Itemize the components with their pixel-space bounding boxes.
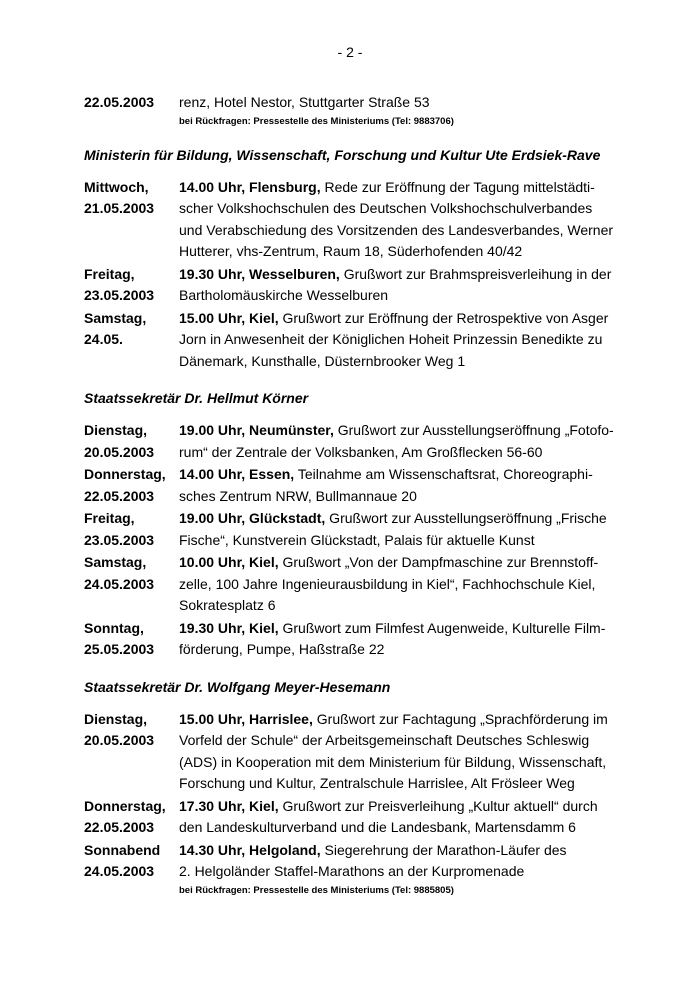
entry-text-line: Grußwort zum Filmfest Augenweide, Kulturelle Film- [278, 619, 606, 636]
entry-date: 24.05.2003 [84, 575, 155, 592]
entry-text-line: scher Volkshochschulen des Deutschen Volkshochschulverbandes [179, 200, 593, 216]
entry-text-line: Hutterer, vhs-Zentrum, Raum 18, Süderhofenden 40/42 [179, 243, 523, 259]
entry-time-place: 10.00 Uhr, Kiel, [179, 554, 279, 570]
entry-time-place: 19.00 Uhr, Neumünster, [179, 422, 334, 438]
schedule-entry [84, 420, 644, 463]
entry-text-line: zelle, 100 Jahre Ingenieurausbildung in Kiel“, Fachhochschule Kiel, [179, 575, 596, 592]
entry-text-line: förderung, Pumpe, Haßstraße 22 [179, 641, 385, 657]
entry-date-column [84, 308, 179, 373]
schedule-entry [84, 796, 644, 839]
entry-text-line: Jorn in Anwesenheit der Königlichen Hoheit Prinzessin Benedikte zu [179, 331, 603, 347]
entry-description [179, 552, 644, 617]
entry-time-place: 15.00 Uhr, Harrislee, [179, 710, 313, 727]
entry-date-column [84, 420, 179, 463]
schedule-entry [84, 552, 644, 617]
entry-time-place: 19.00 Uhr, Glückstadt, [179, 510, 326, 526]
entry-description [179, 420, 644, 463]
entry-description [179, 508, 644, 551]
entry-text-line: sches Zentrum NRW, Bullmannaue 20 [179, 487, 417, 504]
entry-text-line: Grußwort zur Eröffnung der Retrospektive von Asger [278, 309, 609, 326]
entry-date: 22.05.2003 [84, 487, 155, 504]
entry-description [179, 308, 644, 373]
entry-date-column [84, 508, 179, 551]
entry-text-line: Fische“, Kunstverein Glückstadt, Palais für aktuelle Kunst [179, 531, 535, 548]
schedule-entry [84, 464, 644, 507]
entry-day: Sonntag, [84, 619, 144, 636]
entry-date: 21.05.2003 [84, 200, 155, 216]
entry-text-line: Dänemark, Kunsthalle, Düsternbrooker Weg 1 [179, 352, 466, 369]
entry-description [179, 264, 644, 307]
entry-day: Mittwoch, [84, 178, 149, 195]
entry-date-column [84, 464, 179, 507]
entry-text-line: Sokratesplatz 6 [179, 597, 276, 613]
entry-text-line: Grußwort zur Brahmspreisverleihung in der [339, 265, 612, 282]
entry-date: 24.05.2003 [84, 863, 155, 879]
entry-date: 23.05.2003 [84, 531, 155, 548]
entry-day: Freitag, [84, 265, 135, 282]
entry-day: Donnerstag, [84, 466, 166, 482]
section-heading: Staatssekretär Dr. Wolfgang Meyer-Hesemann [84, 678, 391, 695]
entry-day: Samstag, [84, 554, 147, 570]
entry-text-line: 2. Helgoländer Staffel-Marathons an der Kurpromenade [179, 863, 525, 879]
entry-text-line: Rede zur Eröffnung der Tagung mittelstädti- [320, 178, 595, 195]
entry-text: renz, Hotel Nestor, Stuttgarter Straße 53 [179, 94, 430, 110]
entry-description [179, 796, 644, 839]
entry-description [179, 177, 644, 263]
entry-date-column [84, 709, 179, 795]
entry-text-line: und Verabschiedung des Vorsitzenden des Landesverbandes, Werner [179, 221, 614, 238]
entry-text-line: Grußwort zur Fachtagung „Sprachförderung im [312, 710, 608, 727]
entry-date-column [84, 618, 179, 661]
entry-text-line: Vorfeld der Schule“ der Arbeitsgemeinschaft Deutsches Schleswig [179, 732, 590, 748]
entry-date: 22.05.2003 [84, 819, 155, 835]
entry-day: Freitag, [84, 510, 135, 526]
entry-date: 25.05.2003 [84, 641, 155, 657]
entry-text-line: Grußwort „Von der Dampfmaschine zur Brennstoff- [278, 554, 599, 570]
entry-text-line: Siegerehrung der Marathon-Läufer des [320, 841, 567, 858]
entry-date: 20.05.2003 [84, 443, 155, 460]
entry-date-column [84, 796, 179, 839]
schedule-document [84, 92, 644, 898]
entry-description [179, 709, 644, 795]
entry-text-line: Bartholomäuskirche Wesselburen [179, 287, 389, 303]
entry-text-line: Grußwort zur Preisverleihung „Kultur aktuell“ durch [278, 797, 598, 814]
entry-text-line: Grußwort zur Ausstellungseröffnung „Frische [325, 510, 607, 526]
entry-text-line: Teilnahme am Wissenschaftsrat, Choreographi- [294, 466, 593, 482]
entry-text-line: rum“ der Zentrale der Volksbanken, Am Großflecken 56-60 [179, 443, 543, 460]
entry-time-place: 19.30 Uhr, Kiel, [179, 619, 279, 636]
entry-date-column [84, 264, 179, 307]
entry-time-place: 14.00 Uhr, Essen, [179, 466, 295, 482]
entry-date: 20.05.2003 [84, 732, 155, 748]
press-contact-note: bei Rückfragen: Pressestelle des Ministeriums (Tel: 9883706) [179, 115, 454, 127]
press-contact-note: bei Rückfragen: Pressestelle des Ministeriums (Tel: 9885805) [179, 884, 454, 896]
entry-date-column [84, 840, 179, 883]
page-number: - 2 - [337, 44, 363, 60]
entry-text-line: Grußwort zur Ausstellungseröffnung „Fotofo- [333, 422, 614, 438]
schedule-entry [84, 177, 644, 263]
schedule-entry-continued [84, 92, 644, 114]
entry-time-place: 14.30 Uhr, Helgoland, [179, 841, 321, 858]
entry-text-line: (ADS) in Kooperation mit dem Ministerium für Bildung, Wissenschaft, [179, 753, 607, 770]
entry-day: Sonnabend [84, 841, 161, 858]
entry-day: Dienstag, [84, 710, 148, 727]
entry-date: 22.05.2003 [84, 94, 155, 110]
schedule-entry [84, 709, 644, 795]
entry-date-column [84, 552, 179, 617]
entry-description [179, 840, 644, 883]
entry-description [179, 618, 644, 661]
section-heading: Ministerin für Bildung, Wissenschaft, Forschung und Kultur Ute Erdsiek-Rave [84, 146, 601, 163]
schedule-entry [84, 308, 644, 373]
entry-text-line: den Landeskulturverband und die Landesbank, Martensdamm 6 [179, 819, 576, 835]
schedule-entry [84, 618, 644, 661]
entry-day: Samstag, [84, 309, 147, 326]
entry-date: 24.05. [84, 331, 123, 347]
entry-time-place: 14.00 Uhr, Flensburg, [179, 178, 321, 195]
entry-day: Dienstag, [84, 422, 148, 438]
entry-date: 23.05.2003 [84, 287, 155, 303]
entry-time-place: 17.30 Uhr, Kiel, [179, 797, 279, 814]
schedule-entry [84, 264, 644, 307]
entry-time-place: 15.00 Uhr, Kiel, [179, 309, 279, 326]
entry-day: Donnerstag, [84, 797, 166, 814]
schedule-entry [84, 508, 644, 551]
entry-description [179, 464, 644, 507]
entry-date-column [84, 177, 179, 263]
entry-date-column [84, 92, 179, 114]
section-heading: Staatssekretär Dr. Hellmut Körner [84, 390, 309, 406]
sections-container [84, 146, 644, 898]
entry-text-line: Forschung und Kultur, Zentralschule Harrislee, Alt Frösleer Weg [179, 775, 575, 791]
schedule-entry [84, 840, 644, 883]
entry-time-place: 19.30 Uhr, Wesselburen, [179, 265, 340, 282]
